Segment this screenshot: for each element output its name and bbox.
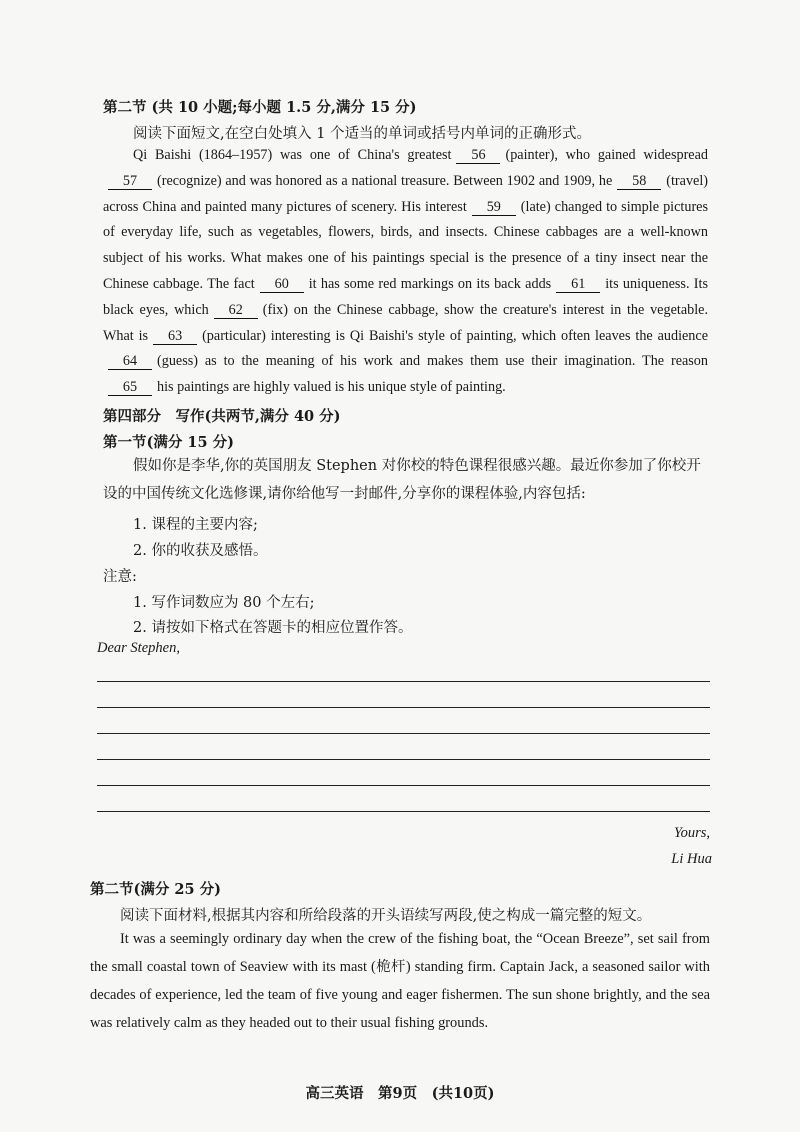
signature: Li Hua bbox=[671, 851, 712, 867]
note-1: 1. 写作词数应为 80 个左右; bbox=[133, 595, 315, 611]
continuation-instruction: 阅读下面材料,根据其内容和所给段落的开头语续写两段,使之构成一篇完整的短文。 bbox=[120, 908, 652, 924]
note-label: 注意: bbox=[103, 569, 137, 585]
writing-point-1: 1. 课程的主要内容; bbox=[133, 517, 258, 533]
writing-line[interactable] bbox=[97, 707, 710, 708]
salutation: Dear Stephen, bbox=[97, 640, 180, 656]
blank-60[interactable]: 60 bbox=[260, 277, 304, 293]
blank-56[interactable]: 56 bbox=[456, 148, 500, 164]
blank-63[interactable]: 63 bbox=[153, 329, 197, 345]
writing-point-2: 2. 你的收获及感悟。 bbox=[133, 543, 268, 559]
blank-59[interactable]: 59 bbox=[472, 200, 516, 216]
part4-section1-heading: 第一节(满分 15 分) bbox=[103, 434, 234, 451]
continuation-section-heading: 第二节(满分 25 分) bbox=[90, 881, 221, 898]
cloze-section-heading: 第二节 (共 10 小题;每小题 1.5 分,满分 15 分) bbox=[103, 99, 417, 116]
blank-57[interactable]: 57 bbox=[108, 174, 152, 190]
cloze-instruction: 阅读下面短文,在空白处填入 1 个适当的单词或括号内单词的正确形式。 bbox=[133, 126, 592, 142]
closing: Yours, bbox=[673, 825, 710, 841]
writing-line[interactable] bbox=[97, 759, 710, 760]
blank-62[interactable]: 62 bbox=[214, 303, 258, 319]
writing-prompt: 假如你是李华,你的英国朋友 Stephen 对你校的特色课程很感兴趣。最近你参加了你校开设的中国传统文化选修课,请你给他写一封邮件,分享你的课程体验,内容包括: bbox=[103, 458, 701, 502]
page-footer: 高三英语 第9页 (共10页) bbox=[305, 1085, 495, 1102]
writing-line[interactable] bbox=[97, 733, 710, 734]
writing-line[interactable] bbox=[97, 681, 710, 682]
writing-line[interactable] bbox=[97, 785, 710, 786]
blank-64[interactable]: 64 bbox=[108, 354, 152, 370]
writing-line[interactable] bbox=[97, 811, 710, 812]
cloze-passage: Qi Baishi (1864–1957) was one of China's greatest 56 (painter), who gained widespread 57 (recognize) and was honored as a national treasure. Between 1902 and 1909, he 58 (travel) across China and painted many pictures of scenery. His interest 59 (late) changed to simple pictures of everyday life, such as vegetables, flowers, birds, and insects. Chinese cabbages are a well-known subject of his works. What makes one of his paintings special is the presence of a tiny insect near the Chinese cabbage. The fact 60 it has some red markings on its back adds 61 its uniqueness. Its black eyes, which 62 (fix) on the Chinese cabbage, show the creature's interest in the vegetable. What is 63 (particular) interesting is Qi Baishi's style of painting, which often leaves the audience64 (guess) as to the meaning of his work and makes them use their imagination. The reason65 his paintings are highly valued is his unique style of painting. bbox=[103, 147, 708, 396]
blank-61[interactable]: 61 bbox=[556, 277, 600, 293]
part4-heading: 第四部分 写作(共两节,满分 40 分) bbox=[103, 408, 341, 425]
note-2: 2. 请按如下格式在答题卡的相应位置作答。 bbox=[133, 620, 413, 636]
story-passage: It was a seemingly ordinary day when the crew of the fishing boat, the “Ocean Breeze”, set sail from the small coastal town of Seaview with its mast (桅杆) standing firm. Captain Jack, a seasoned sailor with decades of experience, led the team of five young and eager fishermen. The sun shone brightly, and the sea was relatively calm as they headed out to their usual fishing grounds. bbox=[90, 931, 710, 1031]
blank-65[interactable]: 65 bbox=[108, 380, 152, 396]
blank-58[interactable]: 58 bbox=[617, 174, 661, 190]
